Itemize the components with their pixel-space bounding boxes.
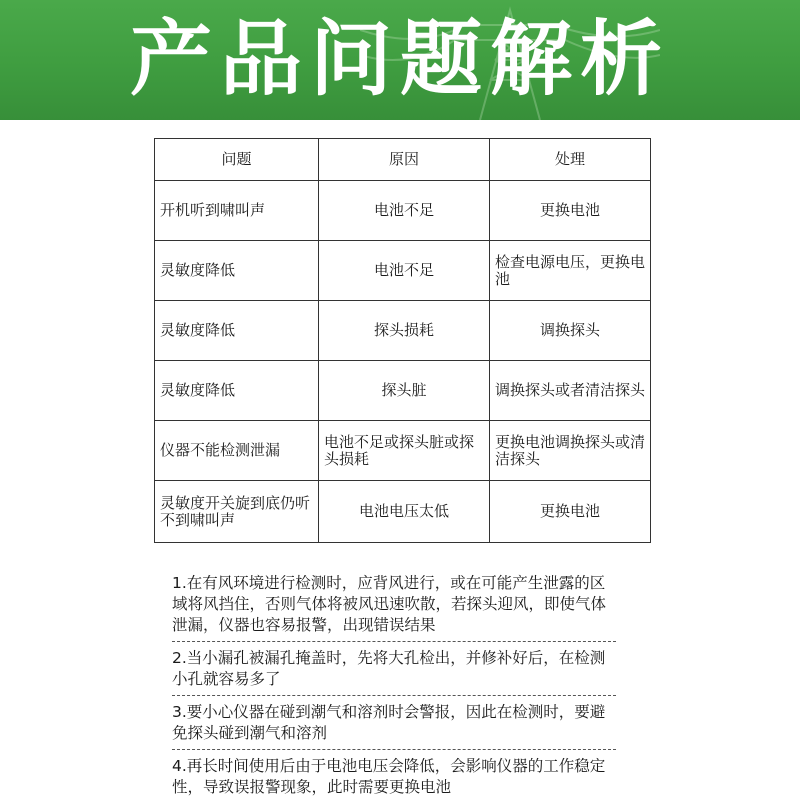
note-item: 3.要小心仪器在碰到潮气和溶剂时会警报，因此在检测时，要避免探头碰到潮气和溶剂 — [172, 702, 616, 750]
problem-cell: 灵敏度开关旋到底仍听不到啸叫声 — [155, 481, 319, 543]
solution-cell: 更换电池调换探头或清洁探头 — [490, 421, 651, 481]
problem-cell: 灵敏度降低 — [155, 241, 319, 301]
solution-cell: 更换电池 — [490, 181, 651, 241]
cause-cell: 电池不足 — [319, 181, 490, 241]
table-row — [155, 181, 651, 241]
problem-cell: 仪器不能检测泄漏 — [155, 421, 319, 481]
column-header-cause: 原因 — [319, 139, 490, 181]
solution-cell: 调换探头 — [490, 301, 651, 361]
solution-cell: 检查电源电压，更换电池 — [490, 241, 651, 301]
table-row — [155, 301, 651, 361]
solution-cell: 更换电池 — [490, 481, 651, 543]
usage-notes — [172, 573, 616, 809]
note-item: 2.当小漏孔被漏孔掩盖时，先将大孔检出，并修补好后，在检测小孔就容易多了 — [172, 648, 616, 696]
table-row — [155, 241, 651, 301]
column-header-solution: 处理 — [490, 139, 651, 181]
solution-cell: 调换探头或者清洁探头 — [490, 361, 651, 421]
cause-cell: 电池不足 — [319, 241, 490, 301]
table-row — [155, 481, 651, 543]
note-item: 4.再长时间使用后由于电池电压会降低，会影响仪器的工作稳定性，导致误报警现象，此时需要更换电池 — [172, 757, 606, 796]
note-item: 1.在有风环境进行检测时，应背风进行，或在可能产生泄露的区域将风挡住，否则气体将被风迅速吹散，若探头迎风，即使气体泄漏，仪器也容易报警，出现错误结果 — [172, 573, 616, 642]
problem-cell: 开机听到啸叫声 — [155, 181, 319, 241]
problem-cell: 灵敏度降低 — [155, 361, 319, 421]
table-row — [155, 361, 651, 421]
problem-cell: 灵敏度降低 — [155, 301, 319, 361]
cause-cell: 电池不足或探头脏或探头损耗 — [319, 421, 490, 481]
troubleshooting-table — [154, 138, 651, 543]
cause-cell: 探头脏 — [319, 361, 490, 421]
table-row — [155, 421, 651, 481]
column-header-problem: 问题 — [155, 139, 319, 181]
page-title: 产品问题解析 — [129, 12, 670, 107]
table-header-row — [155, 139, 651, 181]
cause-cell: 探头损耗 — [319, 301, 490, 361]
title-banner — [0, 0, 800, 120]
cause-cell: 电池电压太低 — [319, 481, 490, 543]
